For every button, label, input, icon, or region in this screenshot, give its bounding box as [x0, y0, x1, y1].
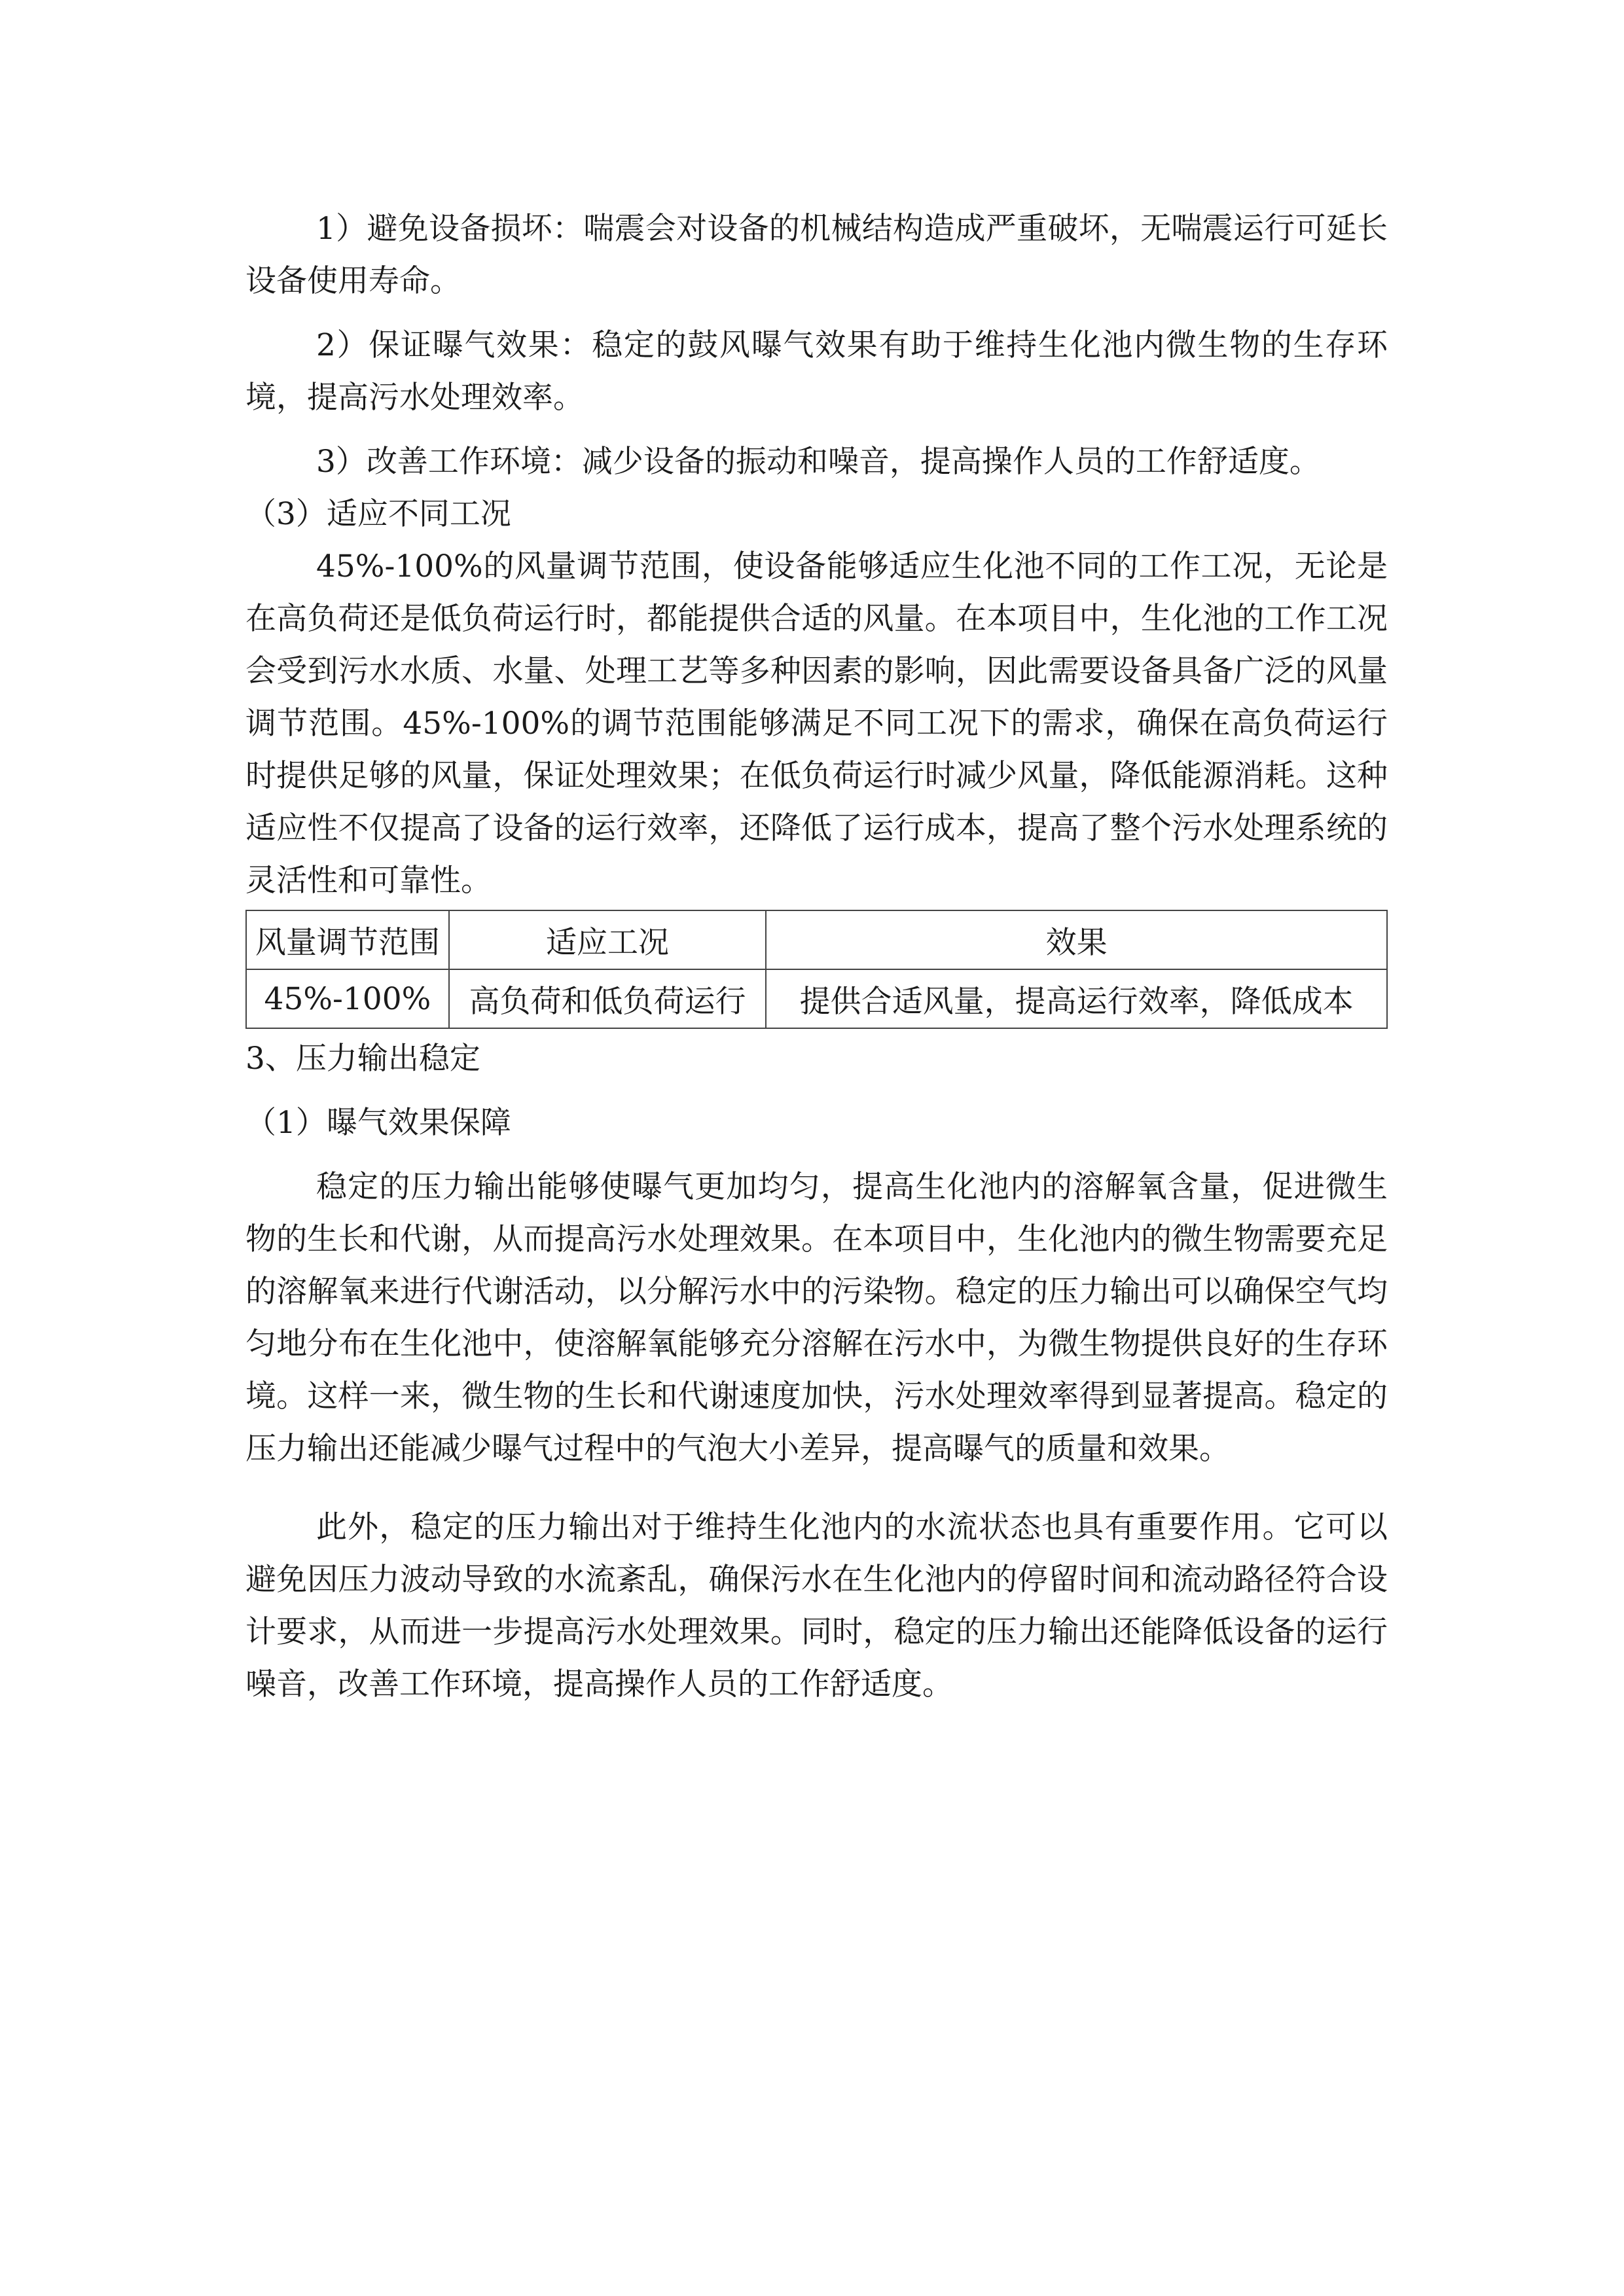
- section-heading-adapt-conditions: （3）适应不同工况: [245, 496, 511, 532]
- chapter-heading-pressure-output: 3、压力输出稳定: [245, 1041, 480, 1077]
- table-header-cell: 风量调节范围: [246, 910, 449, 969]
- table-cell: 高负荷和低负荷运行: [449, 969, 766, 1028]
- table-header-cell: 效果: [766, 910, 1387, 969]
- paragraph-work-environment: 3）改善工作环境：减少设备的振动和噪音，提高操作人员的工作舒适度。: [316, 444, 1320, 480]
- document-body: [245, 203, 1388, 1711]
- table-cell: 45%-100%: [246, 969, 449, 1028]
- paragraph-aeration-effect: 2）保证曝气效果：稳定的鼓风曝气效果有助于维持生化池内微生物的生存环境，提高污水处理效率。: [245, 327, 1388, 416]
- table-header-cell: 适应工况: [449, 910, 766, 969]
- air-volume-table: [245, 910, 1388, 1029]
- paragraph-water-flow-state: 此外，稳定的压力输出对于维持生化池内的水流状态也具有重要作用。它可以避免因压力波动导致的水流紊乱，确保污水在生化池内的停留时间和流动路径符合设计要求，从而进一步提高污水处理效果。同时，稳定的压力输出还能降低设备的运行噪音，改善工作环境，提高操作人员的工作舒适度。: [245, 1509, 1388, 1702]
- paragraph-avoid-damage: 1）避免设备损坏：喘震会对设备的机械结构造成严重破坏，无喘震运行可延长设备使用寿命。: [245, 211, 1388, 299]
- subsection-heading-aeration-guarantee: （1）曝气效果保障: [245, 1105, 511, 1141]
- paragraph-stable-pressure: 稳定的压力输出能够使曝气更加均匀，提高生化池内的溶解氧含量，促进微生物的生长和代谢，从而提高污水处理效果。在本项目中，生化池内的微生物需要充足的溶解氧来进行代谢活动，以分解污水中的污染物。稳定的压力输出可以确保空气均匀地分布在生化池中，使溶解氧能够充分溶解在污水中，为微生物提供良好的生存环境。这样一来，微生物的生长和代谢速度加快，污水处理效率得到显著提高。稳定的压力输出还能减少曝气过程中的气泡大小差异，提高曝气的质量和效果。: [245, 1169, 1388, 1467]
- table-header-row: [246, 910, 1387, 969]
- paragraph-air-volume-range: 45%-100%的风量调节范围，使设备能够适应生化池不同的工作工况，无论是在高负荷还是低负荷运行时，都能提供合适的风量。在本项目中，生化池的工作工况会受到污水水质、水量、处理工艺等多种因素的影响，因此需要设备具备广泛的风量调节范围。45%-100%的调节范围能够满足不同工况下的需求，确保在高负荷运行时提供足够的风量，保证处理效果；在低负荷运行时减少风量，降低能源消耗。这种适应性不仅提高了设备的运行效率，还降低了运行成本，提高了整个污水处理系统的灵活性和可靠性。: [245, 548, 1388, 899]
- table-row: [246, 969, 1387, 1028]
- table-cell: 提供合适风量，提高运行效率，降低成本: [766, 969, 1387, 1028]
